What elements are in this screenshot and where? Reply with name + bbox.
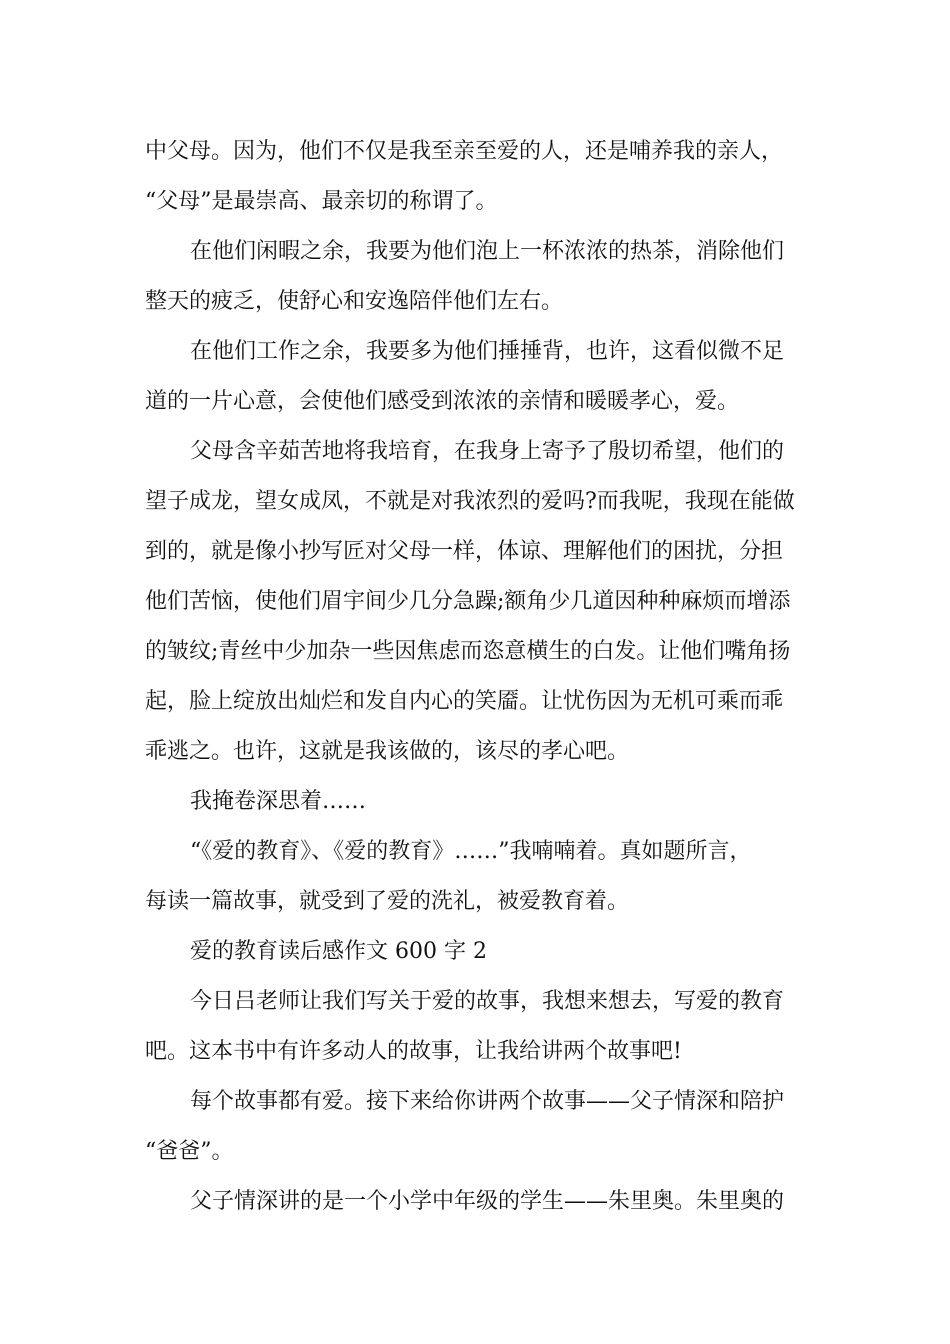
text-line: 到的，就是像小抄写匠对父母一样，体谅、理解他们的困扰，分担 bbox=[145, 539, 784, 564]
text-line: “父母”是最崇高、最亲切的称谓了。 bbox=[145, 189, 498, 214]
paragraph bbox=[145, 827, 807, 927]
text-line: 在他们闲暇之余，我要为他们泡上一杯浓浓的热茶，消除他们 bbox=[190, 239, 785, 264]
text-line: 每个故事都有爱。接下来给你讲两个故事——父子情深和陪护 bbox=[190, 1089, 785, 1114]
text-line: “《爱的教育》、《爱的教育》……”我喃喃着。真如题所言， bbox=[190, 839, 752, 864]
text-line: 每读一篇故事，就受到了爱的洗礼，被爱教育着。 bbox=[145, 889, 630, 914]
section-heading bbox=[145, 927, 807, 977]
text-line: 中父母。因为，他们不仅是我至亲至爱的人，还是哺养我的亲人， bbox=[145, 139, 784, 164]
paragraph bbox=[145, 1177, 807, 1227]
text-line: 他们苦恼，使他们眉宇间少几分急躁;额角少几道因种种麻烦而增添 bbox=[145, 589, 791, 614]
paragraph bbox=[145, 227, 807, 327]
text-line: 望子成龙，望女成凤，不就是对我浓烈的爱吗?而我呢，我现在能做 bbox=[145, 489, 795, 514]
paragraph bbox=[145, 327, 807, 427]
text-line: 今日吕老师让我们写关于爱的故事，我想来想去，写爱的教育 bbox=[190, 989, 785, 1014]
paragraph bbox=[145, 1077, 807, 1177]
text-line: 父子情深讲的是一个小学中年级的学生——朱里奥。朱里奥的 bbox=[190, 1189, 785, 1214]
paragraph bbox=[145, 427, 807, 777]
text-line: 吧。这本书中有许多动人的故事，让我给讲两个故事吧! bbox=[145, 1039, 682, 1064]
text-line: 爱的教育读后感作文 600 字 2 bbox=[190, 939, 487, 964]
paragraph bbox=[145, 777, 807, 827]
text-line: 整天的疲乏，使舒心和安逸陪伴他们左右。 bbox=[145, 289, 564, 314]
text-line: 乖逃之。也许，这就是我该做的，该尽的孝心吧。 bbox=[145, 739, 630, 764]
text-line: 父母含辛茹苦地将我培育，在我身上寄予了殷切希望，他们的 bbox=[190, 439, 785, 464]
text-line: “爸爸”。 bbox=[145, 1139, 234, 1164]
text-line: 的皱纹;青丝中少加杂一些因焦虑而恣意横生的白发。让他们嘴角扬 bbox=[145, 639, 791, 664]
text-line: 起，脸上绽放出灿烂和发自内心的笑靥。让忧伤因为无机可乘而乖 bbox=[145, 689, 784, 714]
paragraph bbox=[145, 977, 807, 1077]
text-line: 在他们工作之余，我要多为他们捶捶背，也许，这看似微不足 bbox=[190, 339, 785, 364]
text-line: 我掩卷深思着…… bbox=[190, 789, 367, 814]
text-line: 道的一片心意，会使他们感受到浓浓的亲情和暖暖孝心，爱。 bbox=[145, 389, 740, 414]
document-body bbox=[145, 127, 807, 1227]
paragraph bbox=[145, 127, 807, 227]
